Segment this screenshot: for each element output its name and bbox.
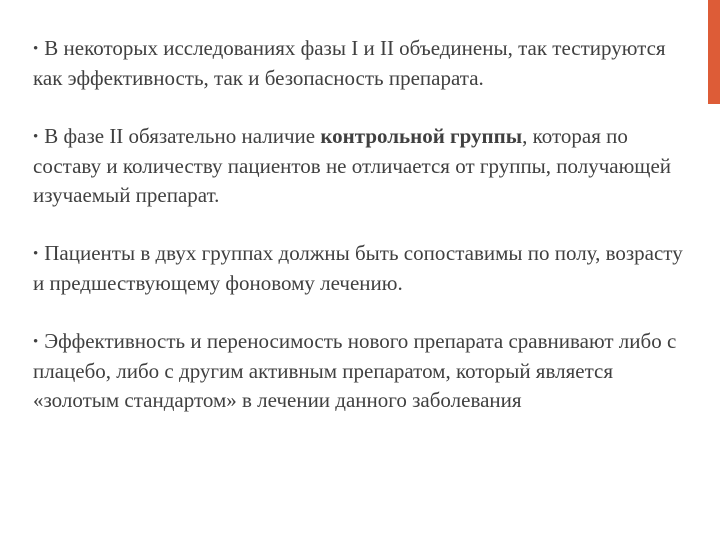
- bullet-item-2: [33, 122, 693, 210]
- bullet-icon: •: [33, 41, 39, 57]
- bullet-icon: •: [33, 334, 39, 350]
- bullet-text: В некоторых исследованиях фазы I и II объединены, так тестируются как эффективность, так и безопасность препарата.: [33, 36, 666, 90]
- bullet-item-4: [33, 327, 693, 415]
- bullet-text-bold: контрольной группы: [320, 124, 523, 148]
- bullet-text-after: , которая по составу и количеству пациентов не отличается от группы, получающей изучаемый препарат.: [33, 124, 672, 207]
- bullet-icon: •: [33, 129, 39, 145]
- accent-bar: [708, 0, 720, 104]
- bullet-icon: •: [33, 246, 39, 262]
- bullet-text-before: В фазе II обязательно наличие: [44, 124, 321, 148]
- bullet-item-3: [33, 239, 693, 298]
- bullet-item-1: [33, 34, 693, 93]
- bullet-text: Пациенты в двух группах должны быть сопоставимы по полу, возрасту и предшествующему фоновому лечению.: [33, 241, 683, 295]
- bullet-text: Эффективность и переносимость нового препарата сравнивают либо с плацебо, либо с другим активным препаратом, который является «золотым стандартом» в лечении данного заболевания: [33, 329, 677, 412]
- bullet-list: [33, 34, 693, 444]
